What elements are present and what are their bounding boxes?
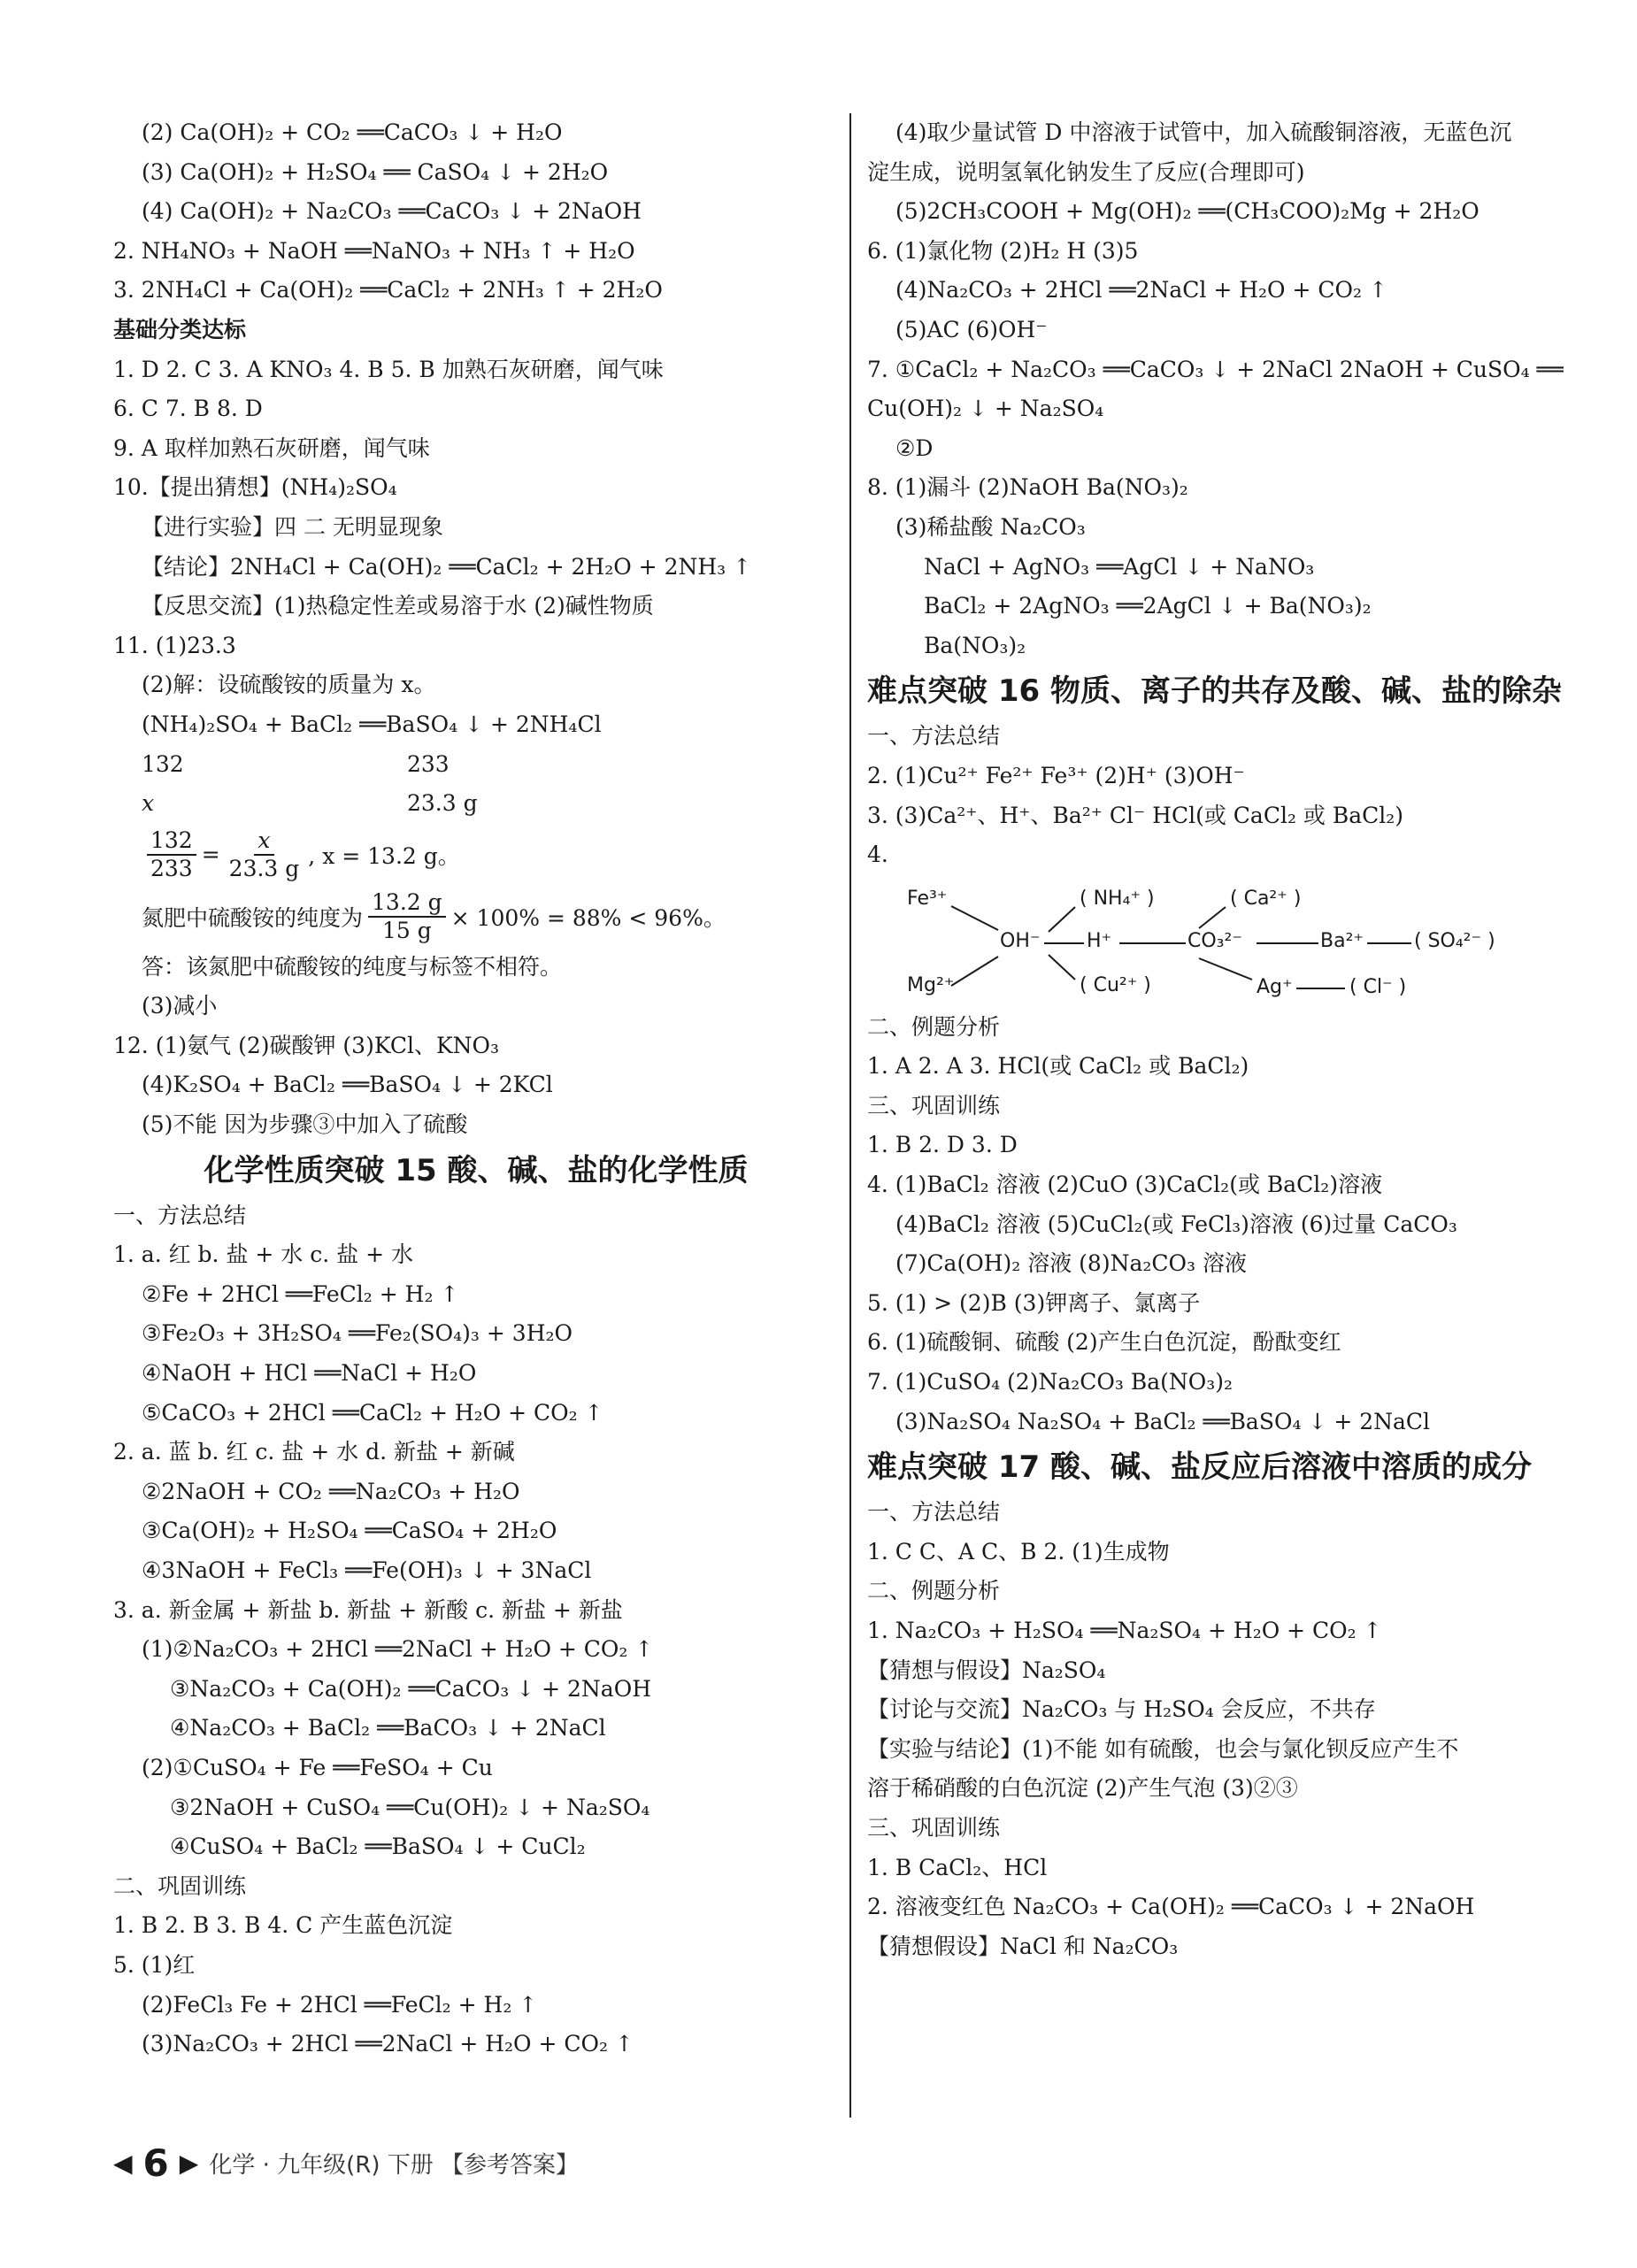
mg2-ion-label: Mg²⁺ xyxy=(907,973,955,996)
answer-line: 6. (1)氯化物 (2)H₂ H (3)5 xyxy=(867,237,1139,264)
equation-line: ④NaOH + HCl ══NaCl + H₂O xyxy=(142,1360,477,1387)
answer-line: 1. D 2. C 3. A KNO₃ 4. B 5. B 加熟石灰研磨，闻气味 xyxy=(113,356,664,382)
answer-line: (4)K₂SO₄ + BaCl₂ ══BaSO₄ ↓ + 2KCl xyxy=(142,1072,553,1098)
answer-line: 4. (1)BaCl₂ 溶液 (2)CuO (3)CaCl₂(或 BaCl₂)溶液 xyxy=(867,1172,1383,1198)
fraction-denominator: 15 g xyxy=(381,917,432,943)
subsection-heading: 基础分类达标 xyxy=(113,316,247,342)
ag-ion-label: Ag⁺ xyxy=(1257,975,1293,998)
mass-value: 233 xyxy=(407,750,450,777)
answer-line: (4)BaCl₂ 溶液 (5)CuCl₂(或 FeCl₃)溶液 (6)过量 CaCO₃ xyxy=(895,1211,1457,1237)
answer-line: 1. B CaCl₂、HCl xyxy=(867,1854,1048,1880)
answer-line: 3. (3)Ca²⁺、H⁺、Ba²⁺ Cl⁻ HCl(或 CaCl₂ 或 BaCl₂) xyxy=(867,802,1404,828)
answer-line: 1. C C、A C、B 2. (1)生成物 xyxy=(867,1538,1170,1565)
answer-line: 【讨论与交流】Na₂CO₃ 与 H₂SO₄ 会反应，不共存 xyxy=(867,1696,1376,1723)
purity-line xyxy=(113,886,839,948)
answer-line: 10.【提出猜想】(NH₄)₂SO₄ xyxy=(113,474,397,501)
mass-ratio-line xyxy=(113,784,839,824)
page-number: 6 xyxy=(142,2141,169,2185)
mass-value: x xyxy=(142,790,155,817)
equation-line: ④Na₂CO₃ + BaCl₂ ══BaCO₃ ↓ + 2NaCl xyxy=(170,1715,606,1741)
subsection-heading: 三、巩固训练 xyxy=(867,1092,1001,1119)
subsection-heading: 二、例题分析 xyxy=(867,1013,1001,1040)
ca-ion-blank: ( Ca²⁺ ) xyxy=(1230,887,1302,910)
answer-line: 【猜想假设】NaCl 和 Na₂CO₃ xyxy=(867,1933,1179,1959)
equation-line: (2)①CuSO₄ + Fe ══FeSO₄ + Cu xyxy=(142,1754,493,1780)
answer-line: 1. a. 红 b. 盐 + 水 c. 盐 + 水 xyxy=(113,1242,413,1268)
answer-line: 1. A 2. A 3. HCl(或 CaCl₂ 或 BaCl₂) xyxy=(867,1053,1249,1080)
equation-line: ④3NaOH + FeCl₃ ══Fe(OH)₃ ↓ + 3NaCl xyxy=(142,1557,592,1583)
equation-line: (5)2CH₃COOH + Mg(OH)₂ ══(CH₃COO)₂Mg + 2H₂O xyxy=(895,198,1479,225)
answer-line: (5)AC (6)OH⁻ xyxy=(895,316,1048,342)
ba-ion-label: Ba²⁺ xyxy=(1320,929,1364,952)
equation-line: ③Fe₂O₃ + 3H₂SO₄ ══Fe₂(SO₄)₃ + 3H₂O xyxy=(142,1320,573,1347)
fraction-denominator: 233 xyxy=(150,855,193,881)
answer-line: ②D xyxy=(895,434,934,461)
subsection-heading: 三、巩固训练 xyxy=(867,1814,1001,1841)
fe3-ion-label: Fe³⁺ xyxy=(907,887,948,910)
column-divider xyxy=(849,113,851,2118)
answer-line: (3) Ca(OH)₂ + H₂SO₄ ══ CaSO₄ ↓ + 2H₂O xyxy=(142,158,609,185)
answer-line: (7)Ca(OH)₂ 溶液 (8)Na₂CO₃ 溶液 xyxy=(895,1250,1247,1277)
answer-line: 2. a. 蓝 b. 红 c. 盐 + 水 d. 新盐 + 新碱 xyxy=(113,1439,515,1465)
equation-line: ②2NaOH + CO₂ ══Na₂CO₃ + H₂O xyxy=(142,1478,520,1504)
subsection-heading: 一、方法总结 xyxy=(867,1499,1001,1526)
answer-line: 5. (1)红 xyxy=(113,1951,196,1978)
answer-line: 答：该氮肥中硫酸铵的纯度与标签不相符。 xyxy=(142,953,563,980)
answer-line: 2. 溶液变红色 Na₂CO₃ + Ca(OH)₂ ══CaCO₃ ↓ + 2NaOH xyxy=(867,1894,1475,1920)
subsection-heading: 二、例题分析 xyxy=(867,1578,1001,1604)
right-column xyxy=(867,113,1602,1966)
answer-line: 【反思交流】(1)热稳定性差或易溶于水 (2)碱性物质 xyxy=(142,593,654,619)
nh4-ion-blank: ( NH₄⁺ ) xyxy=(1080,887,1155,910)
equation-line: ④CuSO₄ + BaCl₂ ══BaSO₄ ↓ + CuCl₂ xyxy=(170,1834,586,1860)
answer-line: 9. A 取样加熟石灰研磨，闻气味 xyxy=(113,434,430,461)
section-title: 难点突破 17 酸、碱、盐反应后溶液中溶质的成分 xyxy=(867,1449,1532,1486)
fraction-denominator: 23.3 g xyxy=(228,855,300,881)
fraction xyxy=(226,827,304,882)
equation-line: 1. Na₂CO₃ + H₂SO₄ ══Na₂SO₄ + H₂O + CO₂ ↑ xyxy=(867,1618,1382,1643)
left-column xyxy=(113,113,839,2064)
answer-line: 【进行实验】四 二 无明显现象 xyxy=(142,513,443,540)
section-title: 难点突破 16 物质、离子的共存及酸、碱、盐的除杂 xyxy=(867,673,1562,710)
subsection-heading: 二、巩固训练 xyxy=(113,1872,247,1899)
equation-line: 7. ①CaCl₂ + Na₂CO₃ ══CaCO₃ ↓ + 2NaCl 2NaOH + CuSO₄ ══ xyxy=(867,356,1564,382)
answer-line: (3)减小 xyxy=(142,993,218,1019)
answer-line: 【实验与结论】(1)不能 如有硫酸，也会与氯化钡反应产生不 xyxy=(867,1735,1459,1762)
mass-value: 23.3 g xyxy=(407,790,478,817)
answer-line: 12. (1)氨气 (2)碳酸钾 (3)KCl、KNO₃ xyxy=(113,1032,500,1058)
equation-line: ⑤CaCO₃ + 2HCl ══CaCl₂ + H₂O + CO₂ ↑ xyxy=(142,1399,603,1426)
answer-line: (2) Ca(OH)₂ + CO₂ ══CaCO₃ ↓ + H₂O xyxy=(142,119,563,145)
answer-line: (4)取少量试管 D 中溶液于试管中，加入硫酸铜溶液，无蓝色沉 xyxy=(895,119,1512,145)
answer-line: 【猜想与假设】Na₂SO₄ xyxy=(867,1657,1106,1683)
purity-result: × 100% = 88% < 96%。 xyxy=(450,904,726,931)
equation-line: BaCl₂ + 2AgNO₃ ══2AgCl ↓ + Ba(NO₃)₂ xyxy=(924,593,1372,619)
answer-line: 2. (1)Cu²⁺ Fe²⁺ Fe³⁺ (2)H⁺ (3)OH⁻ xyxy=(867,762,1245,788)
fraction-numerator: 132 xyxy=(147,827,196,856)
fraction-numerator: 13.2 g xyxy=(368,889,446,918)
equation-line: (NH₄)₂SO₄ + BaCl₂ ══BaSO₄ ↓ + 2NH₄Cl xyxy=(142,711,602,737)
answer-line: 5. (1) > (2)B (3)钾离子、氯离子 xyxy=(867,1289,1201,1316)
answer-line: (4) Ca(OH)₂ + Na₂CO₃ ══CaCO₃ ↓ + 2NaOH xyxy=(142,198,642,225)
equation-line: ②Fe + 2HCl ══FeCl₂ + H₂ ↑ xyxy=(142,1280,459,1307)
section-title: 化学性质突破 15 酸、碱、盐的化学性质 xyxy=(204,1152,749,1188)
fraction-numerator: x xyxy=(254,827,273,856)
answer-line: 3. 2NH₄Cl + Ca(OH)₂ ══CaCl₂ + 2NH₃ ↑ + 2H₂O xyxy=(113,277,663,304)
next-page-arrow-icon: ▶ xyxy=(179,2149,199,2178)
equation-line: (1)②Na₂CO₃ + 2HCl ══2NaCl + H₂O + CO₂ ↑ xyxy=(142,1636,654,1663)
ion-relationship-diagram xyxy=(867,875,1602,1008)
so4-ion-blank: ( SO₄²⁻ ) xyxy=(1414,929,1495,952)
answer-line: 溶于稀硝酸的白色沉淀 (2)产生气泡 (3)②③ xyxy=(867,1775,1298,1802)
fraction xyxy=(368,889,446,944)
answer-line: 4. xyxy=(867,842,888,868)
footer-book-title: 化学 · 九年级(R) 下册 【参考答案】 xyxy=(209,2152,580,2179)
subsection-heading: 一、方法总结 xyxy=(113,1202,247,1228)
mass-value: 132 xyxy=(142,750,184,777)
cl-ion-blank: ( Cl⁻ ) xyxy=(1349,975,1407,998)
answer-line: (3)Na₂CO₃ + 2HCl ══2NaCl + H₂O + CO₂ ↑ xyxy=(142,2031,634,2057)
answer-line: 3. a. 新金属 + 新盐 b. 新盐 + 新酸 c. 新盐 + 新盐 xyxy=(113,1596,623,1623)
equation-line: NaCl + AgNO₃ ══AgCl ↓ + NaNO₃ xyxy=(924,553,1315,580)
answer-line: 淀生成，说明氢氧化钠发生了反应(合理即可) xyxy=(867,158,1305,185)
mass-ratio-line xyxy=(113,745,839,785)
purity-prefix: 氮肥中硫酸铵的纯度为 xyxy=(142,904,364,931)
proportion-line: $\frac{132}{233}$ = $\frac{x}{23.3 g}$ , x = 13.2 g。 xyxy=(113,824,839,886)
co3-ion-label: CO₃²⁻ xyxy=(1187,929,1242,952)
answer-line: 8. (1)漏斗 (2)NaOH Ba(NO₃)₂ xyxy=(867,474,1188,501)
answer-line: 11. (1)23.3 xyxy=(113,632,236,658)
page-footer xyxy=(113,2141,579,2185)
answer-line: (3)Na₂SO₄ Na₂SO₄ + BaCl₂ ══BaSO₄ ↓ + 2NaCl xyxy=(895,1408,1431,1434)
equation-line: Cu(OH)₂ ↓ + Na₂SO₄ xyxy=(867,396,1104,422)
answer-line: 【结论】2NH₄Cl + Ca(OH)₂ ══CaCl₂ + 2H₂O + 2NH₃ ↑ xyxy=(142,553,752,580)
equation-line: ③Na₂CO₃ + Ca(OH)₂ ══CaCO₃ ↓ + 2NaOH xyxy=(170,1675,652,1702)
prev-page-arrow-icon: ◀ xyxy=(113,2149,133,2178)
answer-line: 1. B 2. B 3. B 4. C 产生蓝色沉淀 xyxy=(113,1912,453,1939)
oh-ion-label: OH⁻ xyxy=(1000,929,1041,952)
cu-ion-blank: ( Cu²⁺ ) xyxy=(1080,973,1151,996)
answer-line: (3)稀盐酸 Na₂CO₃ xyxy=(895,513,1086,540)
fraction xyxy=(147,827,196,882)
equation-line: ③2NaOH + CuSO₄ ══Cu(OH)₂ ↓ + Na₂SO₄ xyxy=(170,1794,650,1820)
answer-line: 6. (1)硫酸铜、硫酸 (2)产生白色沉淀，酚酞变红 xyxy=(867,1329,1341,1356)
answer-line: 7. (1)CuSO₄ (2)Na₂CO₃ Ba(NO₃)₂ xyxy=(867,1369,1234,1395)
answer-line: (2)FeCl₃ Fe + 2HCl ══FeCl₂ + H₂ ↑ xyxy=(142,1991,538,2018)
answer-line: Ba(NO₃)₂ xyxy=(924,632,1026,658)
subsection-heading: 一、方法总结 xyxy=(867,723,1001,750)
answer-line: 2. NH₄NO₃ + NaOH ══NaNO₃ + NH₃ ↑ + H₂O xyxy=(113,237,635,264)
answer-line: 6. C 7. B 8. D xyxy=(113,396,263,422)
equation-line: ③Ca(OH)₂ + H₂SO₄ ══CaSO₄ + 2H₂O xyxy=(142,1518,557,1544)
equation-line: (4)Na₂CO₃ + 2HCl ══2NaCl + H₂O + CO₂ ↑ xyxy=(895,277,1387,304)
proportion-result: , x = 13.2 g。 xyxy=(308,842,460,869)
answer-line: 1. B 2. D 3. D xyxy=(867,1132,1018,1158)
h-ion-label: H⁺ xyxy=(1087,929,1112,952)
answer-line: (2)解：设硫酸铵的质量为 x。 xyxy=(142,672,436,698)
answer-line: (5)不能 因为步骤③中加入了硫酸 xyxy=(142,1111,468,1138)
